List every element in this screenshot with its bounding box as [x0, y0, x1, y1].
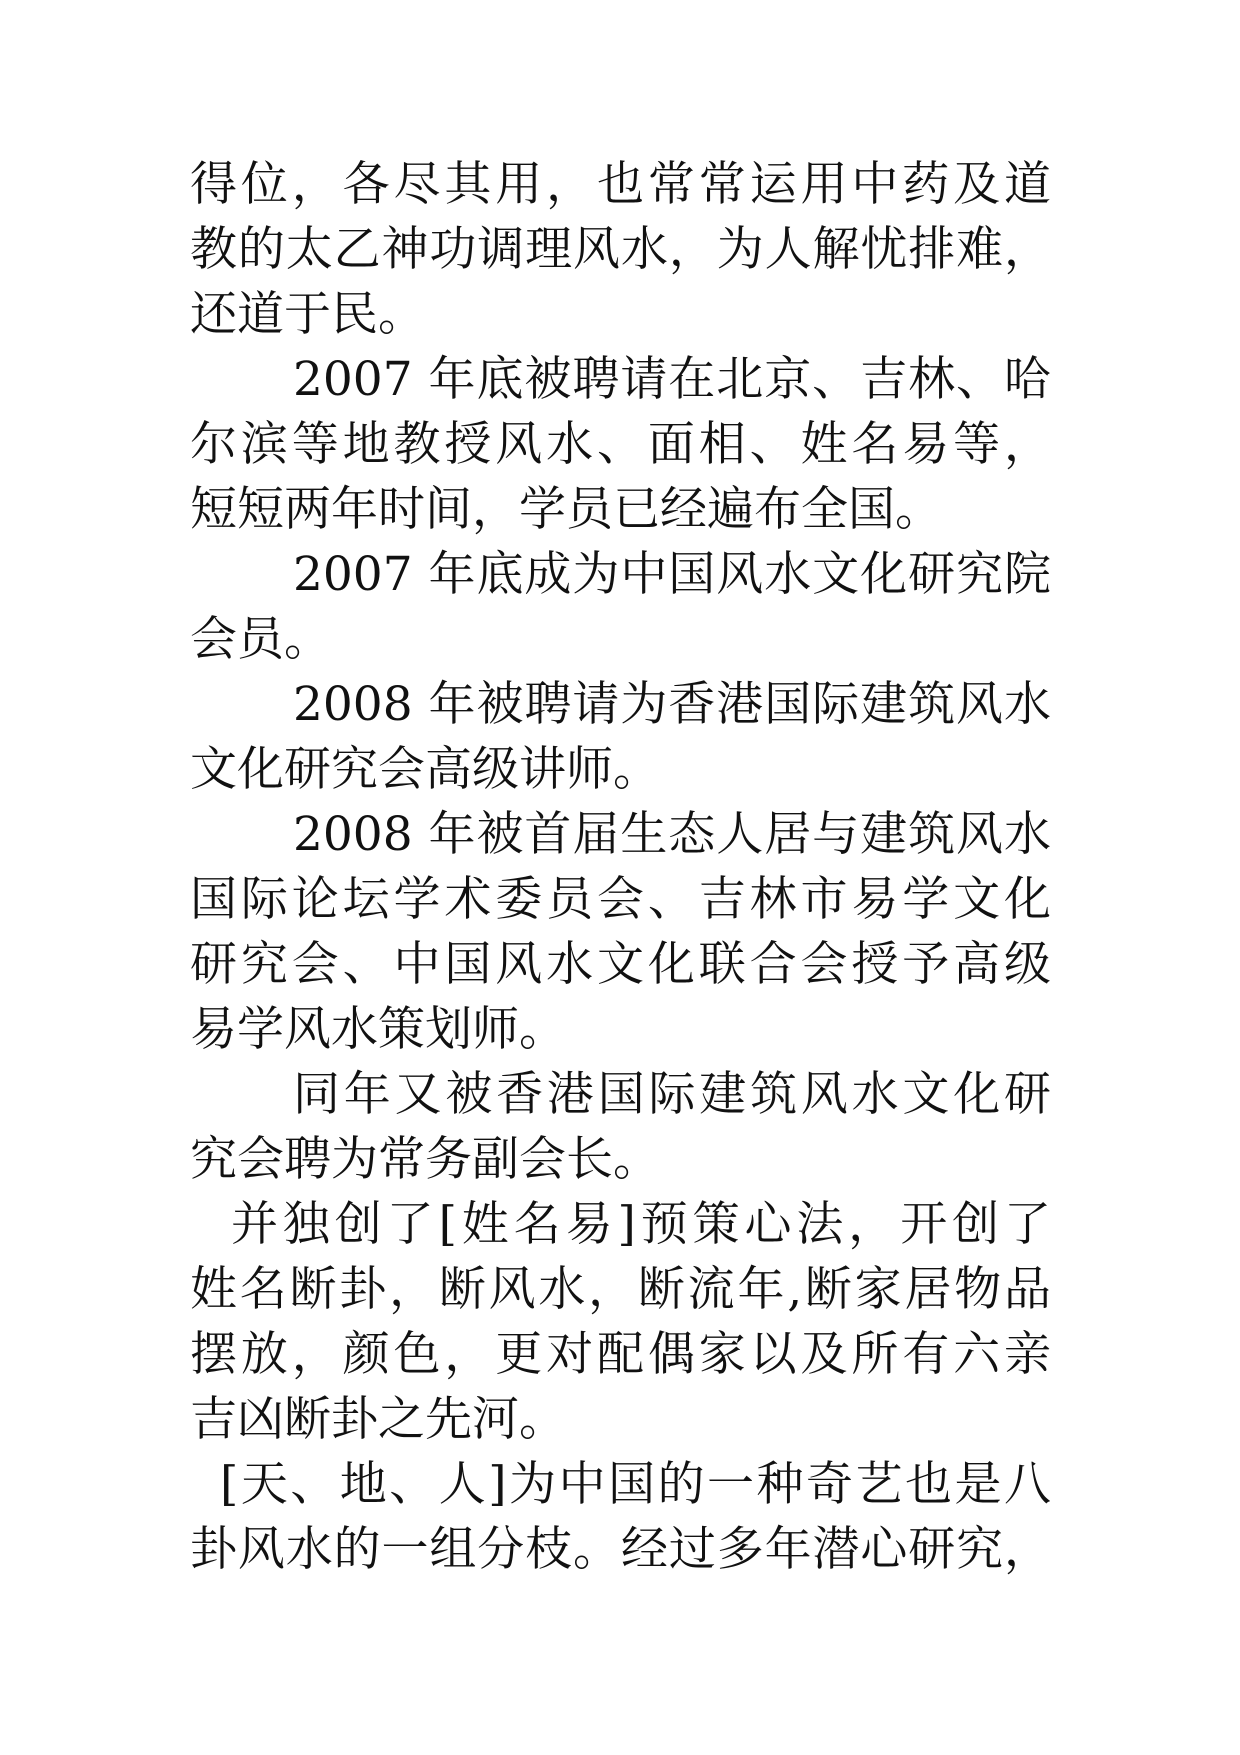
text-line: 短短两年时间，学员已经遍布全国。 — [190, 482, 942, 537]
text-line: 文化研究会高级讲师。 — [190, 742, 660, 797]
paragraph-method — [190, 1192, 1051, 1452]
text-line: 会员。 — [190, 612, 331, 667]
text-line: 易学风水策划师。 — [190, 1002, 566, 1057]
paragraph-tian-di-ren — [190, 1452, 1051, 1582]
text-line: 并独创了[姓名易]预策心法，开创了 — [231, 1197, 1051, 1252]
text-line: [天、地、人]为中国的一种奇艺也是八 — [220, 1457, 1051, 1512]
text-line: 姓名断卦，断风水，断流年,断家居物品 — [190, 1262, 1051, 1317]
text-line: 教的太乙神功调理风水，为人解忧排难， — [190, 222, 1051, 277]
text-line: 还道于民。 — [190, 287, 425, 342]
text-line: 吉凶断卦之先河。 — [190, 1392, 566, 1447]
text-line: 摆放，颜色，更对配偶家以及所有六亲 — [190, 1327, 1051, 1382]
text-line: 2007 年底被聘请在北京、吉林、哈 — [293, 352, 1051, 407]
text-line: 2008 年被首届生态人居与建筑风水 — [293, 807, 1051, 862]
paragraph-2008-lecturer — [190, 672, 1051, 802]
text-line: 究会聘为常务副会长。 — [190, 1132, 660, 1187]
text-line: 研究会、中国风水文化联合会授予高级 — [190, 937, 1051, 992]
text-line: 同年又被香港国际建筑风水文化研 — [293, 1067, 1051, 1122]
text-line: 2008 年被聘请为香港国际建筑风水 — [293, 677, 1051, 732]
paragraph-vice-president — [190, 1062, 1051, 1192]
document-body — [190, 152, 1051, 1582]
paragraph-2008-award — [190, 802, 1051, 1062]
text-line: 2007 年底成为中国风水文化研究院 — [293, 547, 1051, 602]
text-line: 国际论坛学术委员会、吉林市易学文化 — [190, 872, 1051, 927]
text-line: 得位，各尽其用，也常常运用中药及道 — [190, 157, 1051, 212]
text-line: 卦风水的一组分枝。经过多年潜心研究， — [190, 1522, 1051, 1577]
paragraph-2007-membership — [190, 542, 1051, 672]
text-line: 尔滨等地教授风水、面相、姓名易等， — [190, 417, 1051, 472]
paragraph-continued — [190, 152, 1051, 347]
paragraph-2007-teaching — [190, 347, 1051, 542]
